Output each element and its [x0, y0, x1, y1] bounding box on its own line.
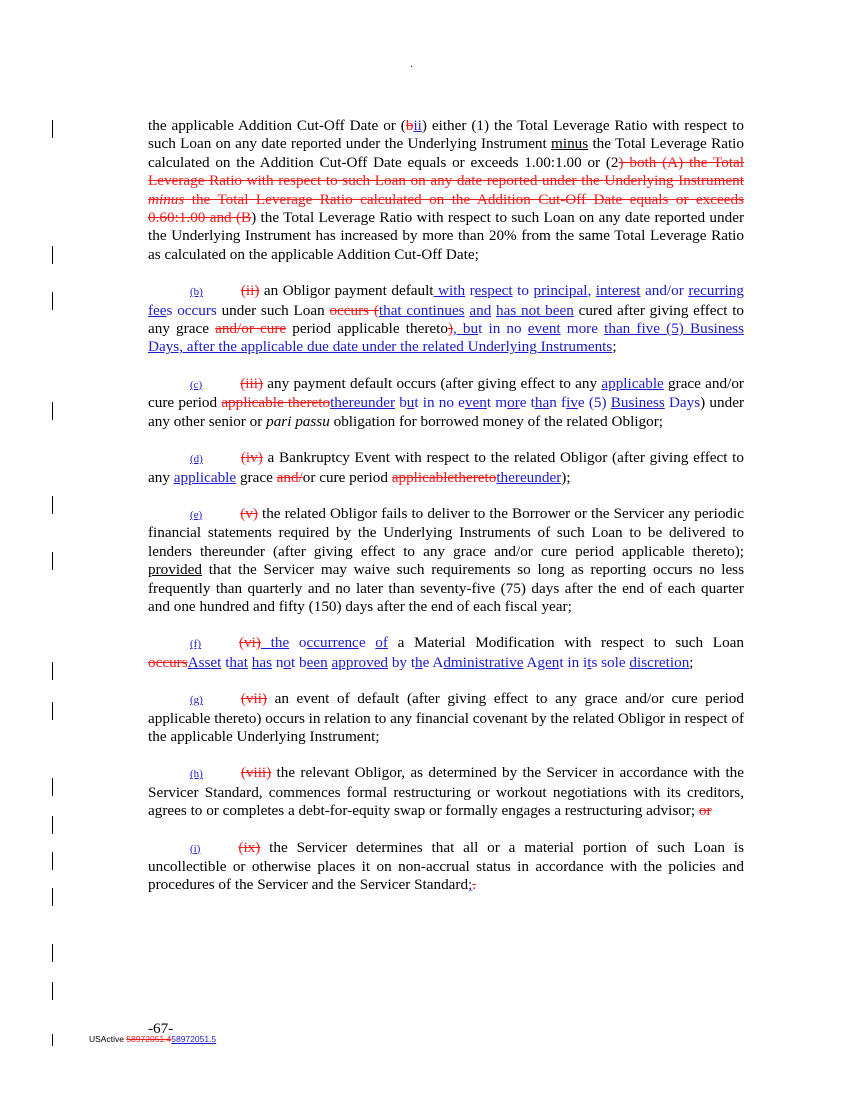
paragraph-d: (d) (iv) a Bankruptcy Event with respect to the related Obligor (after giving effect to any applicable grace and/or cure period applicabletheretothereunder); [148, 449, 744, 486]
change-bar [52, 852, 53, 870]
clause-label-deleted: (vi) [239, 634, 261, 652]
clause-label-deleted: (v) [240, 504, 258, 522]
clause-label: (c) [190, 378, 203, 391]
change-bar [52, 552, 53, 570]
clause-label: (f) [190, 638, 201, 651]
change-bar [52, 246, 53, 264]
change-bar [52, 120, 53, 138]
document-body [148, 117, 744, 913]
clause-label-deleted: (ii) [240, 282, 260, 300]
paragraph-a-continuation: the applicable Addition Cut-Off Date or (bii) either (1) the Total Leverage Ratio with respect to such Loan on any date reported under the Underlying Instrument minus the Total Leverage Ratio calculated on the Addition Cut-Off Date equals or exceeds 1.00:1.00 or (2) both (A) the Total Leverage Ratio with respect to such Loan on any date reported under the Underlying Instrument minus the Total Leverage Ratio calculated on the Addition Cut-Off Date equals or exceeds 0.60:1.00 and (B) the Total Leverage Ratio with respect to such Loan on any date reported under the Underlying Instrument has increased by more than 20% from the same Total Leverage Ratio as calculated on the applicable Addition Cut-Off Date; [148, 117, 745, 263]
clause-label-deleted: (viii) [240, 764, 272, 782]
clause-label-deleted: (iv) [240, 449, 263, 467]
paragraph-f: (f) (vi) the occurrence of a Material Modification with respect to such Loan occursAsset that has not been approved by the Administrative Agent in its sole discretion; [148, 634, 745, 671]
clause-label-deleted: (iii) [240, 374, 263, 392]
document-id-footer: USActive 58972051.458972051.5 [89, 1034, 217, 1044]
change-bar [52, 1034, 53, 1046]
clause-label: (g) [190, 694, 203, 707]
paragraph-c: (c) (iii) any payment default occurs (after giving effect to any applicable grace and/or cure period applicable theretothereunder but in no event more than five (5) Business Days) under any other senior or pari passu obligation for borrowed money of the related Obligor; [148, 374, 744, 430]
paragraph-b: (b) (ii) an Obligor payment default with respect to principal, interest and/or recurring fees occurs under such Loan occurs (that continues and has not been cured after giving effect to any grace and/or cure period applicable thereto), but in no event more than five (5) Business Days, after the applicable due date under the related Underlying Instruments; [148, 282, 745, 356]
change-bar [52, 496, 53, 514]
clause-label: (i) [190, 842, 201, 855]
clause-label: (e) [190, 508, 203, 521]
paragraph-g: (g) (vii) an event of default (after giving effect to any grace and/or cure period applicable thereto) occurs in relation to any financial covenant by the related Obligor in respect of the applicable Underlying Instrument; [148, 690, 744, 745]
change-bar [52, 778, 53, 796]
change-bar [52, 944, 53, 962]
change-bar [52, 982, 53, 1000]
page-mark: · [410, 62, 414, 73]
clause-label-deleted: (vii) [240, 690, 267, 708]
paragraph-h: (h) (viii) the relevant Obligor, as determined by the Servicer in accordance with the Servicer Standard, commences formal restructuring or workout negotiations with its creditors, agrees to or completes a debt-for-equity swap or formally engages a restructuring advisor; or [148, 764, 744, 820]
change-bar [52, 292, 53, 310]
change-bar [52, 662, 53, 680]
change-bar [52, 702, 53, 720]
clause-label: (h) [190, 768, 203, 781]
change-bar [52, 816, 53, 834]
paragraph-e: (e) (v) the related Obligor fails to deliver to the Borrower or the Servicer any periodic financial statements required by the Underlying Instruments of such Loan to be delivered to lenders thereunder (after giving effect to any grace and/or cure period applicable thereto); provided that the Servicer may waive such requirements so long as reporting occurs no less frequently than quarterly and no later than seventy-five (75) days after the end of each quarter and one hundred and fifty (150) days after the end of each fiscal year; [148, 504, 744, 615]
paragraph-i: (i) (ix) the Servicer determines that all or a material portion of such Loan is uncollectible or otherwise places it on non-accrual status in accordance with the policies and procedures of the Servicer and the Servicer Standard;. [148, 838, 744, 894]
page-number: -67- [148, 1020, 174, 1037]
change-bar [52, 888, 53, 906]
change-bar [52, 402, 53, 420]
clause-label: (d) [190, 453, 203, 466]
clause-label-deleted: (ix) [238, 838, 261, 856]
clause-label: (b) [190, 286, 203, 299]
